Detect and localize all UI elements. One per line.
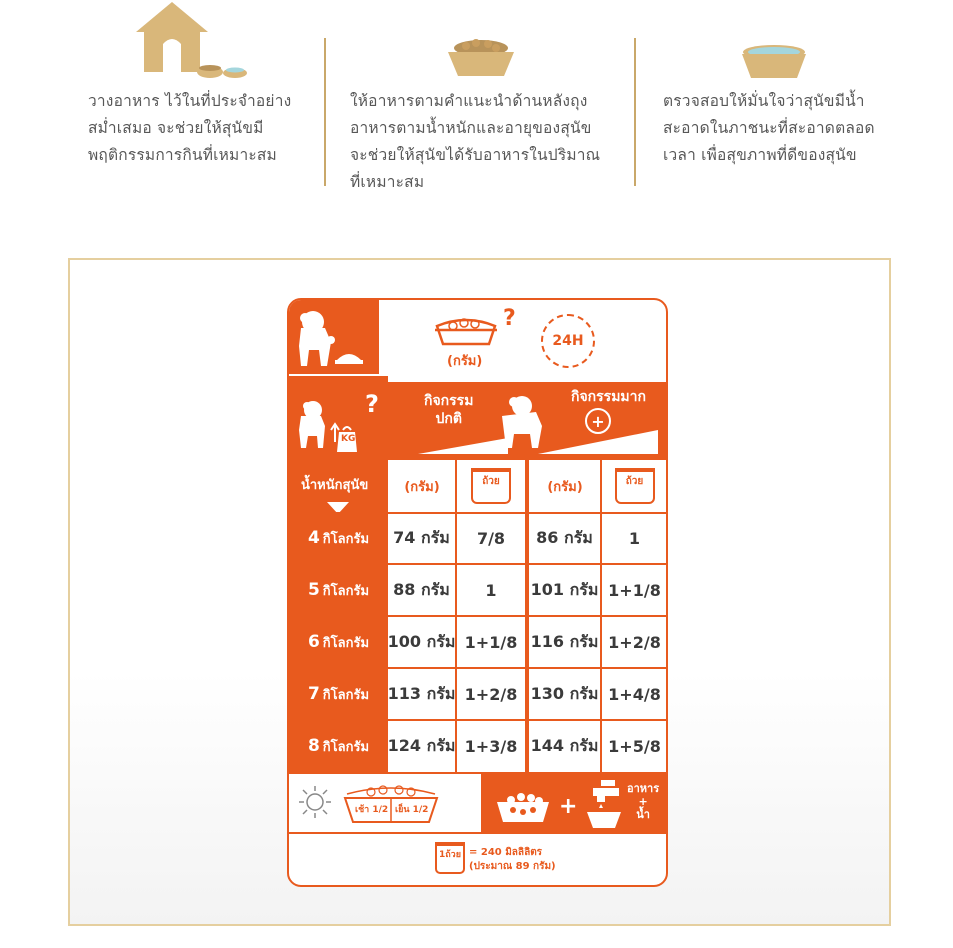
tip-text (663, 88, 875, 169)
table-cell-high-g: 86 กรัม (536, 527, 593, 547)
morning-label: เช้า 1/2 (355, 805, 389, 815)
weight-value: 8 (307, 736, 320, 756)
weight-cell (289, 668, 388, 720)
table-cell-high-g: 144 กรัม (530, 735, 599, 755)
weight-unit: กิโลกรัม (322, 531, 370, 547)
tip-line: ให้อาหารตามคำแนะนำด้านหลังถุง (350, 92, 588, 110)
col-cup-normal (456, 460, 526, 512)
table-cell-normal-g: 88 กรัม (393, 579, 450, 599)
cup-icon (615, 468, 655, 504)
water-bowl-icon (739, 44, 809, 80)
dog-icon (291, 306, 375, 370)
table-cell-normal-cup: 1 (485, 580, 497, 600)
col-grams-normal (388, 460, 456, 512)
cup-icon (471, 468, 511, 504)
table-cell-high-cup: 1 (628, 528, 641, 548)
tip-line: เวลา เพื่อสุขภาพที่ดีของสุนัข (663, 146, 857, 164)
food-bowl-icon (493, 790, 553, 824)
weight-cell (289, 512, 388, 564)
table-cell-normal-cup: 7/8 (476, 528, 506, 548)
sun-icon (297, 784, 333, 820)
divider (455, 458, 457, 772)
tip-line: วางอาหาร ไว้ในที่ประจำอย่าง (88, 92, 292, 110)
tip-line: จะช่วยให้สุนัขได้รับอาหารในปริมาณ (350, 146, 601, 164)
weight-unit: กิโลกรัม (322, 687, 370, 703)
col-grams-high (529, 460, 601, 512)
food-water-label (627, 782, 659, 821)
weight-label: น้ำหนักสุนัข (301, 478, 369, 493)
moon-icon (447, 786, 469, 812)
table-cell-normal-g: 74 กรัม (393, 527, 450, 547)
table-cell-high-cup: 1+1/8 (608, 580, 661, 600)
clock-label: 24H (552, 333, 584, 349)
weight-value: 7 (307, 684, 320, 704)
food-bowl-icon (431, 314, 501, 350)
weight-unit: กิโลกรัม (322, 583, 370, 599)
weight-cell (289, 720, 388, 772)
table-cell-high-g: 130 กรัม (530, 683, 599, 703)
table-cell-normal-cup: 1+3/8 (464, 736, 518, 756)
col-label: (กรัม) (547, 479, 583, 495)
table-cell-high-cup: 1+4/8 (608, 684, 661, 704)
tip-line: ตรวจสอบให้มั่นใจว่าสุนัขมีน้ำ (663, 92, 865, 110)
food-water-line: น้ำ (636, 808, 650, 821)
table-cell-high-cup: 1+5/8 (608, 736, 661, 756)
weight-value: 5 (307, 580, 320, 600)
col-cup-high (601, 460, 668, 512)
tip-line: สะอาดในภาชนะที่สะอาดตลอด (663, 119, 875, 137)
food-water-line: + (638, 795, 648, 808)
cup-label: 1ถ้วย (438, 850, 462, 860)
tip-line: สม่ำเสมอ จะช่วยให้สุนัขมี (88, 119, 264, 137)
table-cell-high-g: 101 กรัม (530, 579, 599, 599)
cup-icon (435, 842, 465, 874)
tip-text (88, 88, 291, 169)
normal-line: กิจกรรม (424, 393, 474, 409)
divider (634, 38, 636, 186)
weight-cell (289, 564, 388, 616)
table-cell-high-cup: 1+2/8 (608, 632, 661, 652)
dog-house-icon (136, 2, 251, 78)
weight-unit: กิโลกรัม (322, 635, 370, 651)
food-bowl-icon (446, 38, 516, 80)
tap-water-icon (583, 778, 625, 830)
table-cell-normal-g: 113 กรัม (387, 683, 456, 703)
cup-label: ถ้วย (482, 476, 500, 487)
food-water-line: อาหาร (627, 782, 660, 795)
divider (324, 38, 326, 186)
table-cell-normal-g: 124 กรัม (387, 735, 456, 755)
tip-line: พฤติกรรมการกินที่เหมาะสม (88, 146, 277, 164)
cup-equivalence-line: (ประมาณ 89 กรัม) (469, 861, 556, 872)
kg-label: KG (341, 434, 356, 444)
cup-equivalence (469, 846, 556, 874)
cup-label: ถ้วย (625, 476, 644, 487)
table-cell-normal-g: 100 กรัม (387, 631, 456, 651)
high-activity-label: กิจกรรมมาก (571, 389, 646, 405)
col-label: (กรัม) (404, 479, 440, 495)
divider (377, 300, 379, 374)
clock-icon (541, 314, 595, 368)
plus-label: + (591, 411, 605, 431)
weight-value: 6 (307, 632, 320, 652)
weight-cell (289, 616, 388, 668)
feeding-guide-card (287, 298, 668, 887)
normal-activity-label (424, 392, 473, 428)
evening-label: เย็น 1/2 (395, 805, 429, 815)
weight-unit: กิโลกรัม (322, 739, 370, 755)
tip-line: อาหารตามน้ำหนักและอายุของสุนัข (350, 119, 592, 137)
table-cell-normal-cup: 1+2/8 (464, 684, 518, 704)
normal-line: ปกติ (435, 411, 462, 427)
table-cell-normal-cup: 1+1/8 (464, 632, 518, 652)
plus-sign: + (559, 794, 578, 819)
tip-line: ที่เหมาะสม (350, 173, 425, 191)
cup-equivalence-line: = 240 มิลลิลิตร (469, 847, 543, 858)
table-cell-high-g: 116 กรัม (530, 631, 599, 651)
divider (600, 458, 602, 772)
divider (289, 832, 668, 834)
plus-icon (585, 408, 611, 434)
feeding-tips (0, 0, 953, 210)
grams-label: (กรัม) (447, 354, 483, 369)
weight-value: 4 (307, 528, 320, 548)
question-mark: ? (503, 306, 516, 331)
divider (525, 458, 529, 772)
tip-text (350, 88, 600, 196)
question-mark: ? (365, 390, 379, 418)
